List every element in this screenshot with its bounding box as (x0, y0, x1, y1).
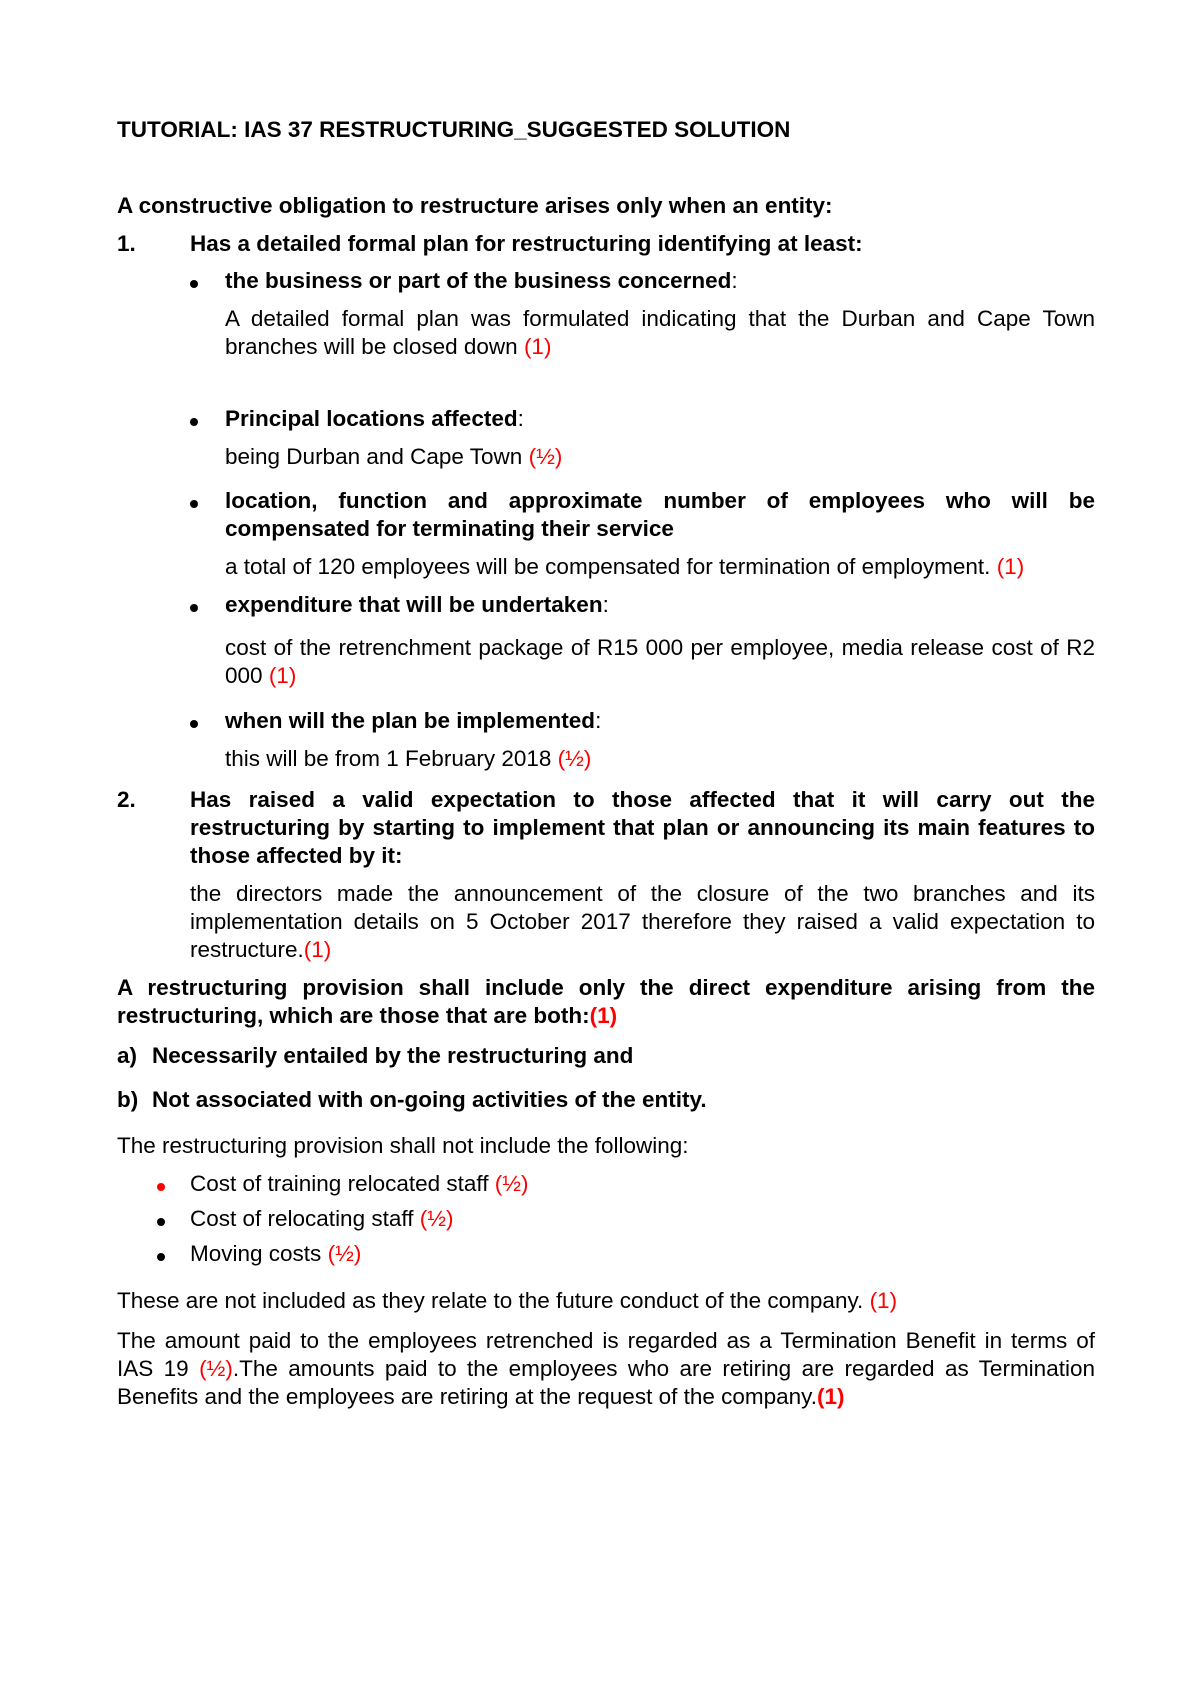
mark: (½) (494, 1171, 529, 1196)
reason-text: These are not included as they relate to the future conduct of the company. (1) (117, 1288, 898, 1313)
mark: (1) (817, 1384, 845, 1409)
exclusion-2: Cost of relocating staff (½) (190, 1206, 454, 1231)
bullet-icon (157, 1218, 165, 1226)
mark: (1) (589, 1003, 618, 1028)
exclude-intro: The restructuring provision shall not include the following: (117, 1133, 689, 1158)
mark: (½) (528, 444, 563, 469)
exclusion-1: Cost of training relocated staff (½) (190, 1171, 529, 1196)
bullet-2-answer: being Durban and Cape Town (½) (225, 444, 563, 469)
page-title: TUTORIAL: IAS 37 RESTRUCTURING_SUGGESTED SOLUTION (117, 117, 791, 142)
mark: (½) (419, 1206, 454, 1231)
mark: (1) (523, 334, 552, 359)
bullet-icon (190, 280, 198, 288)
bullet-icon (157, 1183, 165, 1191)
intro-text: A constructive obligation to restructure arises only when an entity: (117, 193, 833, 218)
bullet-3-answer: a total of 120 employees will be compensated for termination of employment. (1) (225, 554, 1025, 579)
provision-text: A restructuring provision shall include only the direct expenditure arising from the restructuring, which are those that are both:(1) (117, 975, 1095, 1028)
bullet-3-heading: location, function and approximate number of employees who will be compensated for terminating their service (225, 488, 1095, 541)
mark: (½) (327, 1241, 362, 1266)
bullet-1-answer: A detailed formal plan was formulated indicating that the Durban and Cape Town branches will be closed down (1) (225, 306, 1095, 359)
item-1-number: 1. (117, 231, 136, 256)
item-2-answer: the directors made the announcement of the closure of the two branches and its implementation details on 5 October 2017 therefore they raised a valid expectation to restructure.(1) (190, 881, 1095, 962)
mark: (½) (557, 746, 592, 771)
criteria-b-label: b) (117, 1087, 139, 1112)
criteria-b-text: Not associated with on-going activities of the entity. (152, 1087, 707, 1112)
bullet-icon (190, 418, 198, 426)
exclusion-3: Moving costs (½) (190, 1241, 362, 1266)
item-1-heading: Has a detailed formal plan for restructuring identifying at least: (190, 231, 863, 256)
criteria-a-label: a) (117, 1043, 138, 1068)
bullet-icon (190, 720, 198, 728)
mark: (1) (303, 937, 332, 962)
bullet-4-heading: expenditure that will be undertaken: (225, 592, 609, 617)
bullet-icon (190, 500, 198, 508)
bullet-5-heading: when will the plan be implemented: (225, 708, 602, 733)
item-2-heading: Has raised a valid expectation to those affected that it will carry out the restructuring by starting to implement that plan or announcing its main features to those affected by it: (190, 787, 1095, 868)
mark: (½) (199, 1356, 233, 1381)
termination-text: The amount paid to the employees retrenched is regarded as a Termination Benefit in terms of IAS 19 (½).The amounts paid to the employees who are retiring are regarded as Termination Benefits and the employees are retiring at the request of the company.(1) (117, 1328, 1095, 1409)
mark: (1) (869, 1288, 898, 1313)
bullet-4-answer: cost of the retrenchment package of R15 000 per employee, media release cost of R2 000 (1) (225, 635, 1095, 688)
bullet-5-answer: this will be from 1 February 2018 (½) (225, 746, 592, 771)
mark: (1) (996, 554, 1025, 579)
item-2-number: 2. (117, 787, 136, 812)
bullet-icon (190, 604, 198, 612)
bullet-2-heading: Principal locations affected: (225, 406, 524, 431)
criteria-a-text: Necessarily entailed by the restructuring and (152, 1043, 634, 1068)
mark: (1) (268, 663, 297, 688)
bullet-icon (157, 1253, 165, 1261)
bullet-1-heading: the business or part of the business concerned: (225, 268, 738, 293)
